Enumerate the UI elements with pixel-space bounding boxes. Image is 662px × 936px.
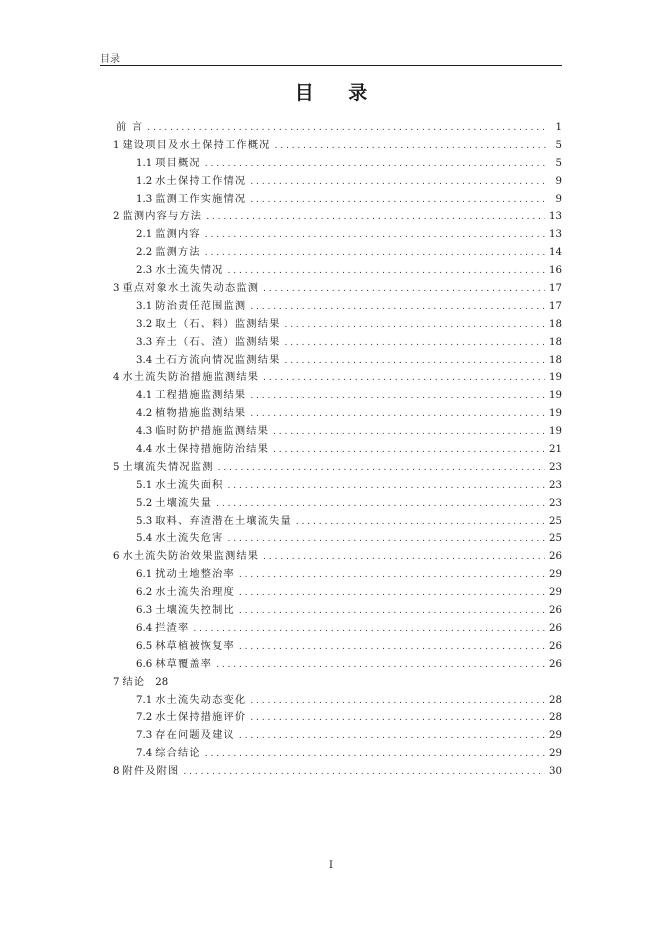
toc-entry[interactable]: [113, 119, 562, 137]
toc-entry[interactable]: [113, 137, 562, 155]
toc-dot-leader: [183, 764, 545, 782]
toc-entry-title: 附件及附图: [122, 766, 180, 778]
toc-entry-title: 土壤流失量: [155, 497, 213, 509]
toc-entry-title: 综合结论: [155, 748, 201, 760]
toc-entry-number: 2.2: [136, 247, 153, 259]
toc-dot-leader: [239, 728, 545, 746]
toc-entry-number: 3.4: [136, 354, 153, 366]
toc-entry[interactable]: [113, 334, 562, 352]
toc-entry[interactable]: [113, 244, 562, 262]
toc-entry-page: 18: [549, 354, 562, 366]
toc-entry-page: 19: [549, 390, 562, 402]
toc-entry-page: 29: [549, 569, 562, 581]
toc-entry-title: 水土流失防治措施监测结果: [122, 372, 260, 384]
toc-entry-title: 弃土（石、渣）监测结果: [155, 336, 281, 348]
toc-entry-page: 18: [549, 336, 562, 348]
toc-entry-number: 7: [113, 676, 120, 688]
toc-entry-number: 5.4: [136, 533, 153, 545]
header-divider: [100, 65, 562, 66]
toc-entry-title: 防治责任范围监测: [155, 300, 247, 312]
toc-entry-page: 28: [155, 676, 169, 688]
toc-dot-leader: [216, 496, 545, 514]
toc-dot-leader: [228, 263, 546, 281]
toc-entry-number: 4.4: [136, 444, 153, 456]
toc-entry-title: 扰动土地整治率: [155, 569, 235, 581]
toc-entry[interactable]: [113, 298, 562, 316]
toc-entry[interactable]: [113, 584, 562, 602]
toc-entry-page: 16: [549, 265, 562, 277]
toc-dot-leader: [263, 370, 545, 388]
toc-entry-page: 28: [549, 712, 562, 724]
toc-entry-title: 拦渣率: [155, 622, 190, 634]
toc-entry[interactable]: [113, 745, 562, 763]
toc-dot-leader: [275, 138, 546, 156]
toc-entry[interactable]: [113, 727, 562, 745]
toc-dot-leader: [218, 460, 545, 478]
toc-dot-leader: [205, 227, 545, 245]
toc-dot-leader: [284, 317, 545, 335]
toc-entry-number: 3.2: [136, 318, 153, 330]
toc-entry[interactable]: [113, 477, 562, 495]
running-header: 目录: [100, 54, 120, 65]
toc-entry-number: 1.1: [136, 157, 153, 169]
toc-dot-leader: [216, 657, 545, 675]
toc-entry[interactable]: [113, 173, 562, 191]
toc-entry-page: 28: [549, 694, 562, 706]
toc-entry-page: 25: [549, 533, 562, 545]
toc-dot-leader: [147, 120, 546, 138]
toc-entry-page: 26: [549, 551, 562, 563]
toc-dot-leader: [239, 603, 545, 621]
toc-entry[interactable]: [113, 674, 562, 692]
toc-dot-leader: [205, 245, 545, 263]
toc-dot-leader: [239, 567, 545, 585]
toc-entry-page: 19: [549, 408, 562, 420]
toc-entry[interactable]: [113, 495, 562, 513]
toc-entry-title: 水土流失治理度: [155, 587, 235, 599]
toc-entry[interactable]: [113, 226, 562, 244]
toc-entry[interactable]: [113, 262, 562, 280]
toc-entry-title: 土壤流失情况监测: [122, 461, 214, 473]
toc-entry[interactable]: [113, 566, 562, 584]
toc-entry[interactable]: [113, 441, 562, 459]
toc-entry-title: 水土流失防治效果监测结果: [122, 551, 260, 563]
toc-entry-number: 8: [113, 766, 120, 778]
toc-dot-leader: [250, 388, 545, 406]
toc-entry-title: 水土流失情况: [155, 265, 224, 277]
toc-entry-number: 6.4: [136, 622, 153, 634]
toc-entry[interactable]: [113, 387, 562, 405]
toc-entry-number: 1.3: [136, 193, 153, 205]
toc-entry-number: 1.2: [136, 175, 153, 187]
toc-entry-page: 5: [555, 139, 562, 151]
toc-entry-title: 取料、弃渣潜在土壤流失量: [155, 515, 292, 527]
toc-dot-leader: [284, 353, 545, 371]
toc-entry-number: 3: [113, 283, 120, 295]
toc-dot-leader: [239, 639, 545, 657]
toc-entry-number: 4: [113, 372, 120, 384]
toc-entry-title: 建设项目及水土保持工作概况: [122, 139, 271, 151]
table-of-contents: [113, 119, 562, 781]
toc-entry-title: 林草覆盖率: [155, 658, 213, 670]
toc-dot-leader: [250, 710, 545, 728]
toc-entry-page: 29: [549, 748, 562, 760]
toc-entry-title: 水土流失危害: [155, 533, 224, 545]
toc-entry[interactable]: [113, 155, 562, 173]
toc-entry[interactable]: [113, 548, 562, 566]
toc-entry-title: 监测内容: [155, 229, 201, 241]
toc-entry-title: 水土流失面积: [155, 479, 224, 491]
toc-entry[interactable]: [113, 602, 562, 620]
toc-entry-title: 水土保持措施防治结果: [155, 444, 270, 456]
toc-entry-page: 13: [549, 229, 562, 241]
toc-entry[interactable]: [113, 459, 562, 477]
toc-dot-leader: [296, 514, 545, 532]
toc-entry[interactable]: [113, 280, 562, 298]
toc-entry-title: 植物措施监测结果: [155, 408, 247, 420]
toc-entry-number: 5.3: [136, 515, 153, 527]
toc-entry[interactable]: [113, 620, 562, 638]
toc-entry-number: 7.2: [136, 712, 153, 724]
toc-entry-title: 取土（石、料）监测结果: [155, 318, 281, 330]
toc-dot-leader: [273, 424, 545, 442]
toc-entry[interactable]: [113, 530, 562, 548]
toc-entry-number: 3.1: [136, 300, 153, 312]
toc-entry-page: 29: [549, 730, 562, 742]
toc-entry[interactable]: [113, 513, 562, 531]
toc-entry-page: 25: [549, 515, 562, 527]
toc-entry-number: 1: [113, 139, 120, 151]
page-number: I: [329, 860, 333, 871]
toc-dot-leader: [193, 621, 545, 639]
toc-entry[interactable]: [113, 191, 562, 209]
toc-entry-number: 7.4: [136, 748, 153, 760]
toc-entry-title: 临时防护措施监测结果: [155, 426, 270, 438]
toc-entry-page: 26: [549, 622, 562, 634]
toc-entry-page: 13: [549, 211, 562, 223]
toc-dot-leader: [239, 585, 545, 603]
toc-entry-title: 项目概况: [155, 157, 201, 169]
toc-entry-page: 17: [549, 283, 562, 295]
toc-entry-number: 5.2: [136, 497, 153, 509]
toc-entry-page: 23: [549, 461, 562, 473]
toc-entry[interactable]: [113, 692, 562, 710]
toc-entry[interactable]: [113, 423, 562, 441]
toc-dot-leader: [205, 746, 545, 764]
toc-entry[interactable]: [113, 638, 562, 656]
toc-entry-title: 存在问题及建议: [155, 730, 235, 742]
toc-entry-number: 6.3: [136, 605, 153, 617]
toc-entry-title: 土壤流失控制比: [155, 605, 235, 617]
toc-entry-page: 26: [549, 658, 562, 670]
toc-entry-number: 2.3: [136, 265, 153, 277]
toc-entry-title: 监测工作实施情况: [155, 193, 247, 205]
toc-entry-title: 重点对象水土流失动态监测: [122, 283, 260, 295]
page-title: 目 录: [294, 82, 382, 104]
toc-entry[interactable]: [113, 709, 562, 727]
toc-entry-page: 26: [549, 640, 562, 652]
toc-entry-page: 19: [549, 372, 562, 384]
toc-dot-leader: [228, 531, 546, 549]
toc-entry-title: 水土流失动态变化: [155, 694, 247, 706]
toc-dot-leader: [250, 406, 545, 424]
toc-entry[interactable]: [113, 208, 562, 226]
toc-entry-page: 5: [555, 157, 562, 169]
toc-entry-number: 5.1: [136, 479, 153, 491]
toc-entry-page: 21: [549, 444, 562, 456]
toc-entry-number: 6.2: [136, 587, 153, 599]
toc-entry-title: 前 言: [116, 122, 144, 133]
toc-entry-page: 30: [549, 766, 562, 778]
toc-entry-page: 23: [549, 479, 562, 491]
toc-entry[interactable]: [113, 405, 562, 423]
toc-dot-leader: [250, 299, 545, 317]
toc-entry-page: 18: [549, 318, 562, 330]
toc-entry-number: 4.3: [136, 426, 153, 438]
toc-entry-title: 水土保持措施评价: [155, 712, 247, 724]
toc-entry-number: 2: [113, 211, 120, 223]
toc-entry-title: 结论: [122, 676, 146, 688]
toc-entry-title: 监测内容与方法: [122, 211, 203, 223]
toc-dot-leader: [205, 156, 546, 174]
toc-dot-leader: [263, 549, 545, 567]
toc-entry-title: 监测方法: [155, 247, 201, 259]
toc-entry-page: 23: [549, 497, 562, 509]
toc-entry-page: 29: [549, 587, 562, 599]
toc-entry[interactable]: [113, 763, 562, 781]
toc-entry-number: 7.1: [136, 694, 153, 706]
toc-entry[interactable]: [113, 656, 562, 674]
toc-entry-page: 9: [555, 175, 562, 187]
toc-entry-page: 26: [549, 605, 562, 617]
toc-entry-title: 土石方流向情况监测结果: [155, 354, 281, 366]
toc-entry-page: 1: [555, 122, 562, 133]
toc-entry-number: 6: [113, 551, 120, 563]
toc-entry-number: 6.1: [136, 569, 153, 581]
toc-entry-title: 水土保持工作情况: [155, 175, 247, 187]
toc-dot-leader: [284, 335, 545, 353]
toc-entry[interactable]: [113, 369, 562, 387]
toc-entry-page: 9: [555, 193, 562, 205]
toc-entry-number: 4.2: [136, 408, 153, 420]
toc-dot-leader: [273, 442, 545, 460]
toc-dot-leader: [263, 281, 545, 299]
toc-entry[interactable]: [113, 316, 562, 334]
toc-entry-number: 5: [113, 461, 120, 473]
toc-entry-page: 19: [549, 426, 562, 438]
toc-dot-leader: [250, 174, 546, 192]
toc-dot-leader: [206, 209, 545, 227]
toc-entry-number: 6.6: [136, 658, 153, 670]
toc-entry-page: 14: [549, 247, 562, 259]
toc-entry-number: 2.1: [136, 229, 153, 241]
toc-entry-title: 工程措施监测结果: [155, 390, 247, 402]
toc-entry-number: 3.3: [136, 336, 153, 348]
toc-dot-leader: [250, 693, 545, 711]
toc-dot-leader: [250, 192, 546, 210]
toc-entry-number: 6.5: [136, 640, 153, 652]
toc-entry-title: 林草植被恢复率: [155, 640, 235, 652]
toc-entry[interactable]: [113, 352, 562, 370]
toc-entry-number: 7.3: [136, 730, 153, 742]
toc-entry-page: 17: [549, 300, 562, 312]
toc-entry-number: 4.1: [136, 390, 153, 402]
toc-dot-leader: [228, 478, 546, 496]
